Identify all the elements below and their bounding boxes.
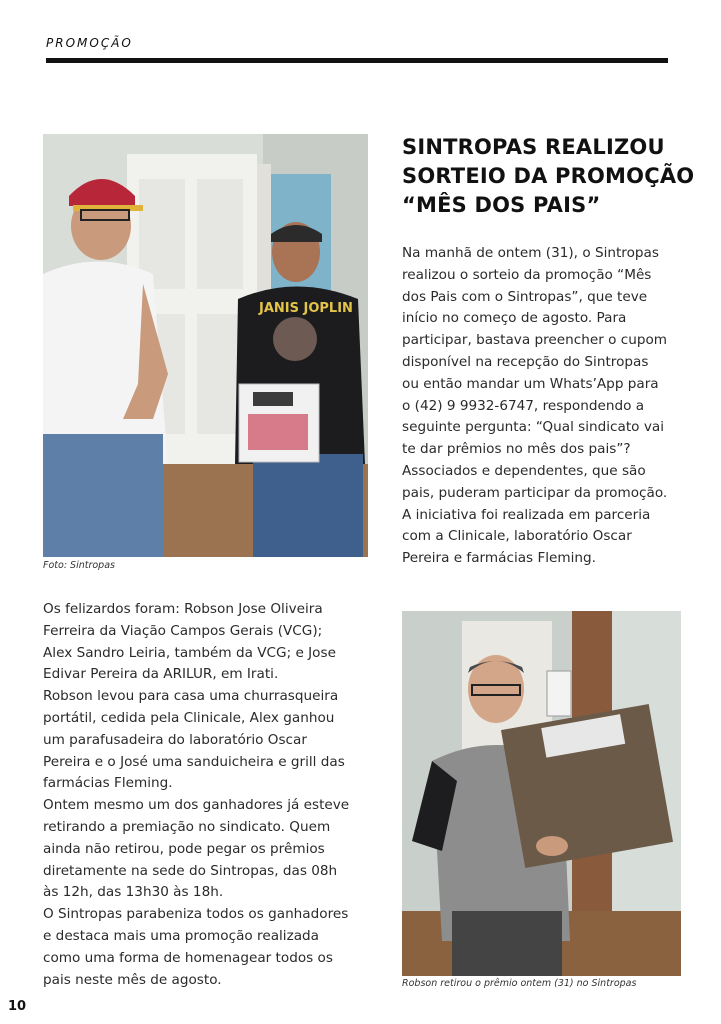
intro-paragraph (402, 243, 667, 570)
text-line: Os felizardos foram: Robson Jose Oliveira (43, 601, 323, 617)
text-line: Ferreira da Viação Campos Gerais (VCG); (43, 622, 323, 639)
text-line: portátil, cedida pela Clinicale, Alex ganhou (43, 709, 335, 726)
text-line: retirando a premiação no sindicato. Quem (43, 818, 331, 835)
page-number: 10 (8, 999, 27, 1014)
robson-photo-caption: Robson retirou o prêmio ontem (31) no Sintropas (402, 978, 637, 989)
text-line: diretamente na sede do Sintropas, das 08h (43, 862, 338, 879)
headline-line: SORTEIO DA PROMOÇÃO (402, 164, 695, 188)
article-headline (402, 133, 702, 220)
text-line: Alex Sandro Leiria, também da VCG; e Jose (43, 644, 336, 661)
text-line: com a Clinicale, laboratório Oscar (402, 528, 632, 545)
text-line: disponível na recepção do Sintropas (402, 353, 649, 370)
text-line: ainda não retirou, pode pegar os prêmios (43, 840, 325, 857)
text-line: às 12h, das 13h30 às 18h. (43, 884, 224, 901)
header-rule (46, 58, 668, 63)
text-line: Associados e dependentes, que são (402, 462, 646, 479)
text-line: te dar prêmios no mês dos pais”? (402, 441, 631, 458)
text-line: Ontem mesmo um dos ganhadores já esteve (43, 797, 350, 814)
text-line: e destaca mais uma promoção realizada (43, 927, 320, 944)
text-line: Robson levou para casa uma churrasqueira (43, 688, 339, 705)
text-line: realizou o sorteio da promoção “Mês (402, 266, 652, 283)
winners-paragraph (43, 599, 349, 991)
text-line: um parafusadeira do laboratório Oscar (43, 731, 307, 748)
headline-line: “MÊS DOS PAIS” (402, 193, 601, 217)
text-line: participar, bastava preencher o cupom (402, 332, 668, 349)
robson-photo (402, 611, 681, 976)
text-line: início no começo de agosto. Para (402, 310, 627, 327)
winners-photo-caption: Foto: Sintropas (43, 560, 115, 571)
winners-photo (43, 134, 368, 557)
text-line: A iniciativa foi realizada em parceria (402, 506, 651, 523)
text-line: Pereira e o José uma sanduicheira e grill das (43, 753, 345, 770)
text-line: seguinte pergunta: “Qual sindicato vai (402, 419, 664, 436)
text-line: ou então mandar um Whats’App para (402, 375, 659, 392)
text-line: como uma forma de homenagear todos os (43, 949, 333, 966)
text-line: o (42) 9 9932-6747, respondendo a (402, 397, 645, 414)
text-line: farmácias Fleming. (43, 775, 173, 792)
section-label: PROMOÇÃO (46, 36, 133, 50)
text-line: Pereira e farmácias Fleming. (402, 550, 596, 567)
headline-line: SINTROPAS REALIZOU (402, 135, 665, 159)
text-line: Na manhã de ontem (31), o Sintropas (402, 245, 659, 261)
text-line: pais neste mês de agosto. (43, 971, 222, 988)
text-line: dos Pais com o Sintropas”, que teve (402, 288, 648, 305)
text-line: O Sintropas parabeniza todos os ganhadores (43, 906, 349, 923)
text-line: Edivar Pereira da ARILUR, em Irati. (43, 666, 279, 683)
text-line: pais, puderam participar da promoção. (402, 484, 668, 501)
svg-text:JANIS JOPLIN: JANIS JOPLIN (259, 301, 353, 316)
